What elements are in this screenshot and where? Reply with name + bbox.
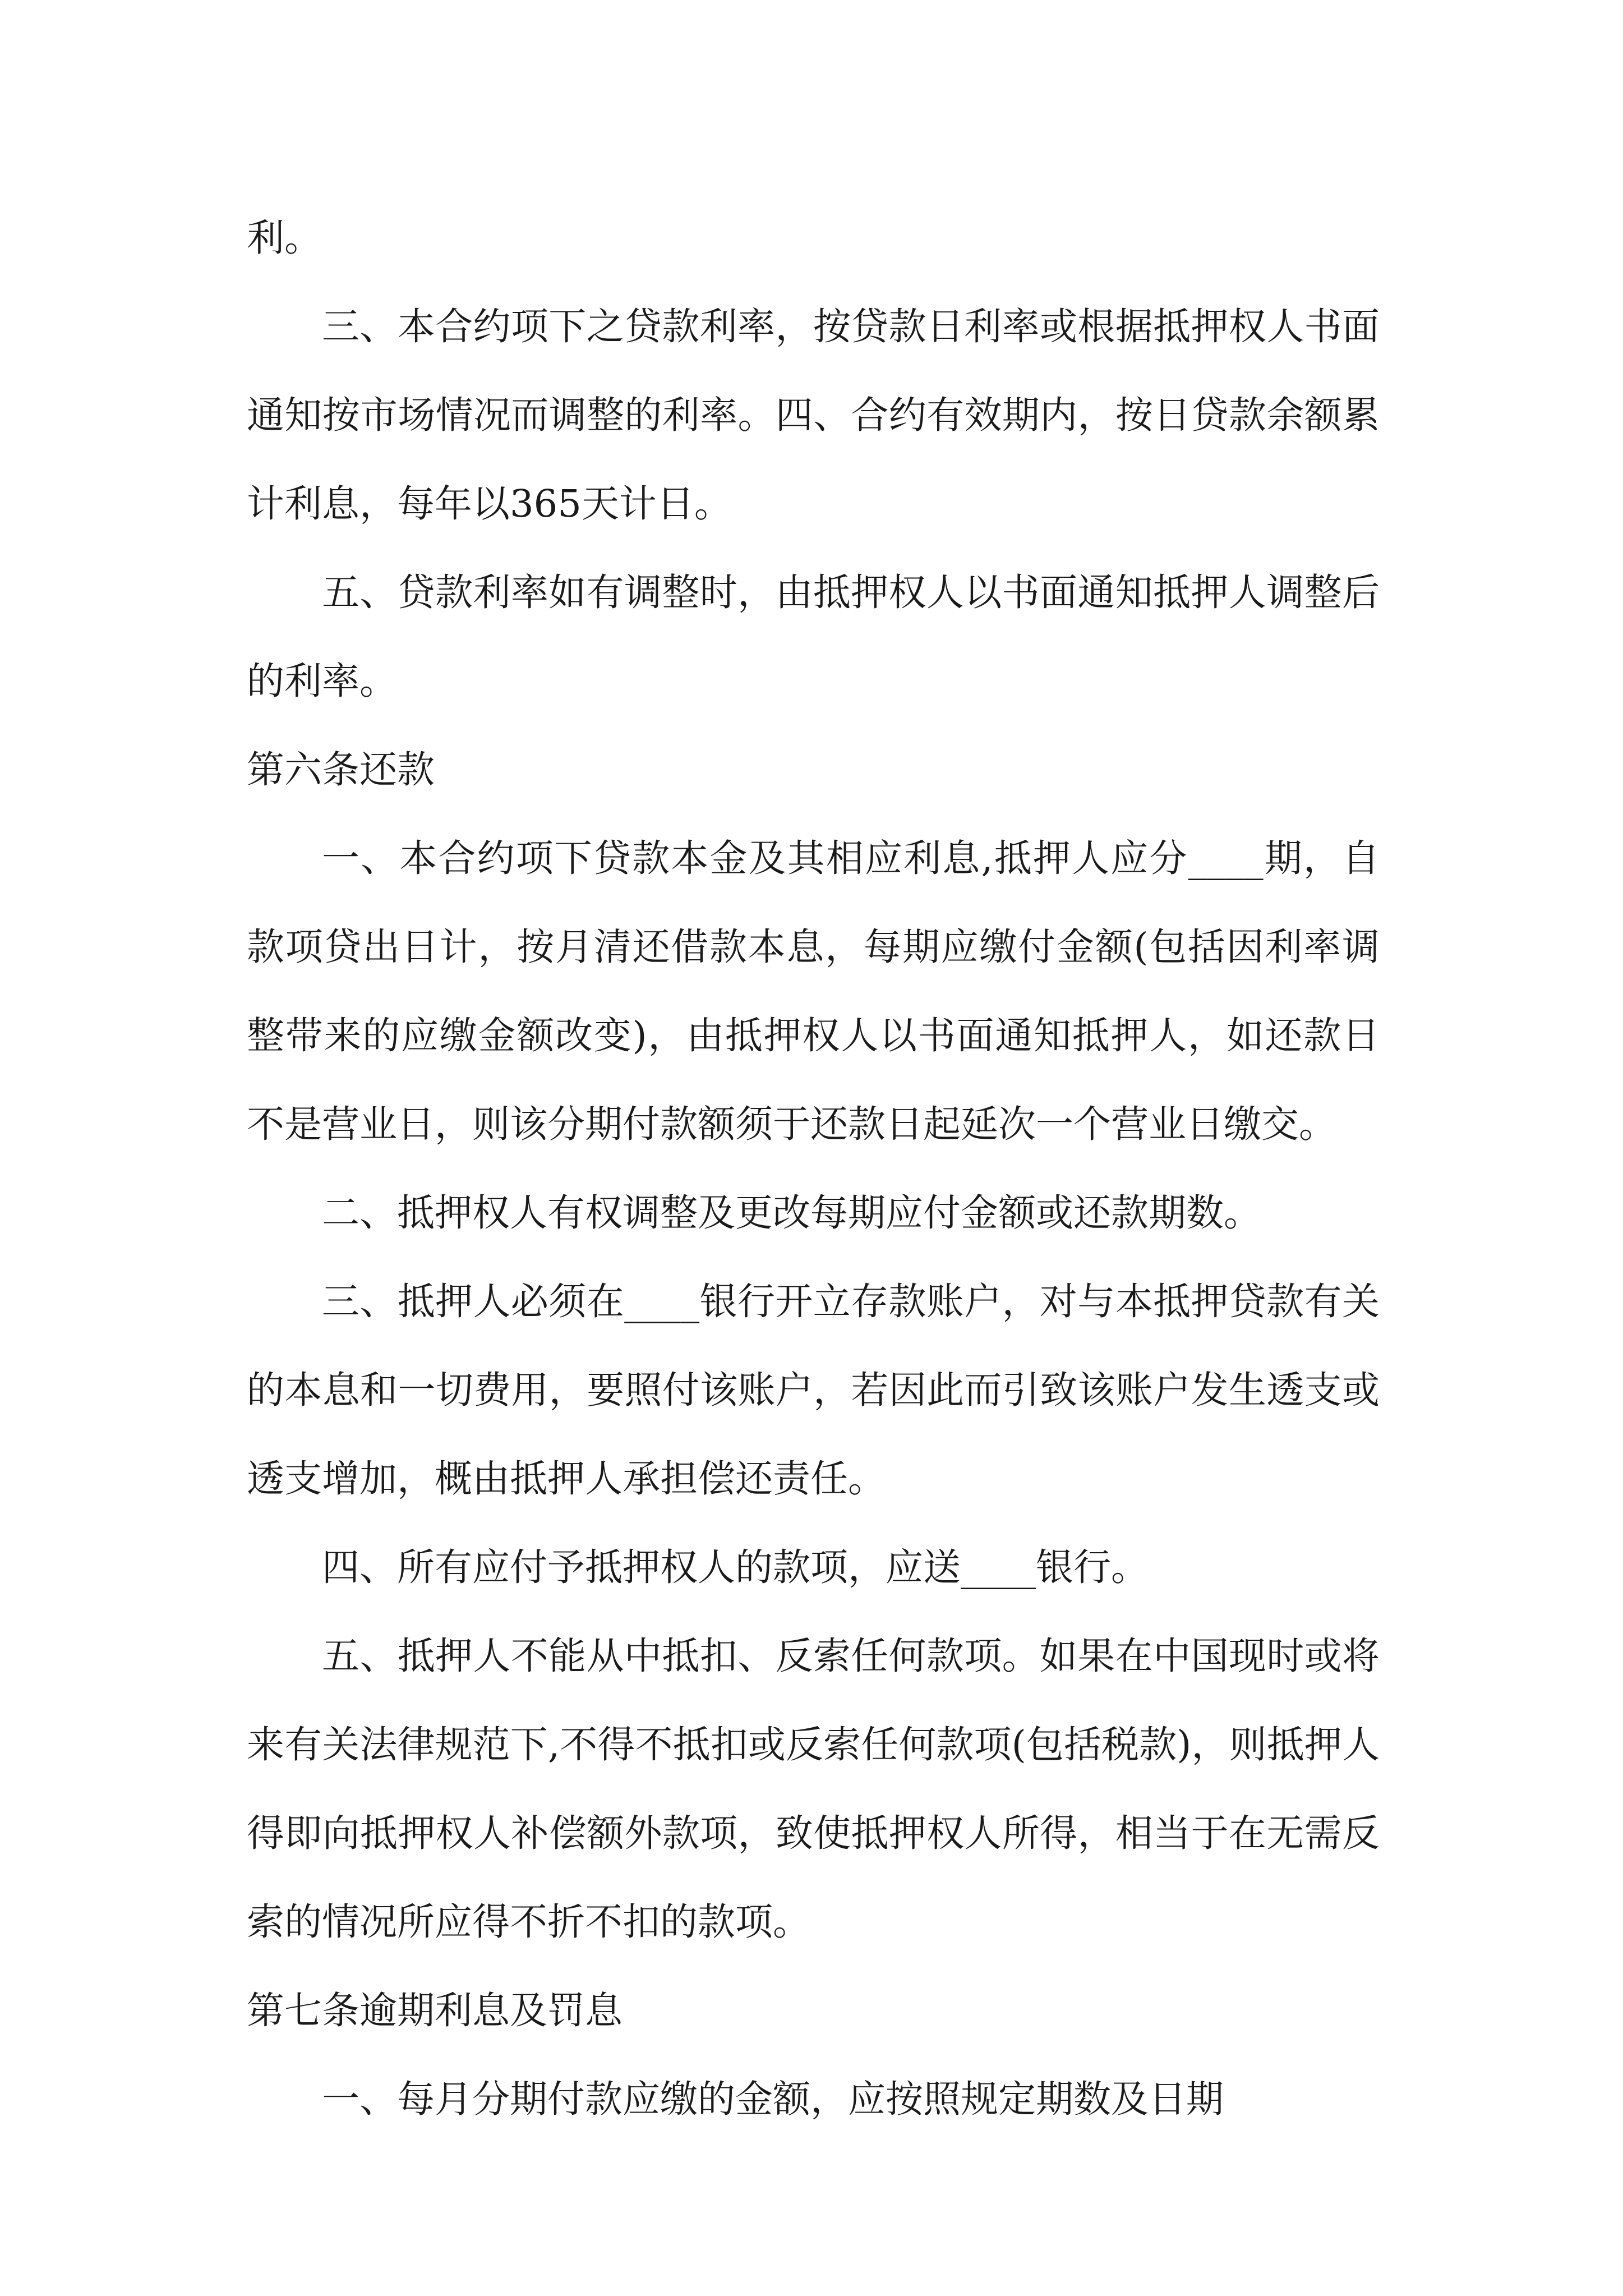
- article-7-heading: [247, 1966, 1380, 2055]
- paragraph-repayment-4: 四、所有应付予抵押权人的款项，应送____银行。: [322, 1545, 1149, 1589]
- article-6-number: 第六条: [247, 748, 359, 792]
- document-body: [247, 194, 1380, 2143]
- paragraph-clause-5-rate-adjustment: 五、贷款利率如有调整时，由抵押权人以书面通知抵押人调整后的利率。: [247, 570, 1380, 703]
- paragraph-repayment-1: 一、本合约项下贷款本金及其相应利息,抵押人应分____期，自款项贷出日计，按月清还借款本息，每期应缴付金额(包括因利率调整带来的应缴金额改变)，由抵押权人以书面通知抵押人，如还款日不是营业日，则该分期付款额须于还款日起延次一个营业日缴交。: [247, 836, 1380, 1146]
- paragraph-overdue-1: 一、每月分期付款应缴的金额，应按照规定期数及日期: [322, 2077, 1224, 2121]
- paragraph-continuation: 利。: [247, 216, 322, 260]
- article-7-number: 第七条: [247, 1989, 359, 2032]
- article-7-title: 逾期利息及罚息: [359, 1989, 623, 2032]
- paragraph-repayment-5: 五、抵押人不能从中抵扣、反索任何款项。如果在中国现时或将来有关法律规范下,不得不抵扣或反索任何款项(包括税款)，则抵押人得即向抵押权人补偿额外款项，致使抵押权人所得，相当于在无需反索的情况所应得不折不扣的款项。: [247, 1634, 1380, 1944]
- article-6-title: 还款: [359, 748, 435, 792]
- paragraph-repayment-3: 三、抵押人必须在____银行开立存款账户，对与本抵押贷款有关的本息和一切费用，要照付该账户，若因此而引致该账户发生透支或透支增加，概由抵押人承担偿还责任。: [247, 1280, 1380, 1501]
- paragraph-repayment-2: 二、抵押权人有权调整及更改每期应付金额或还款期数。: [322, 1191, 1261, 1235]
- article-6-heading: [247, 725, 1380, 814]
- paragraph-clause-3-interest-rate: 三、本合约项下之贷款利率，按贷款日利率或根据抵押权人书面通知按市场情况而调整的利率。四、合约有效期内，按日贷款余额累计利息，每年以365天计日。: [247, 305, 1380, 526]
